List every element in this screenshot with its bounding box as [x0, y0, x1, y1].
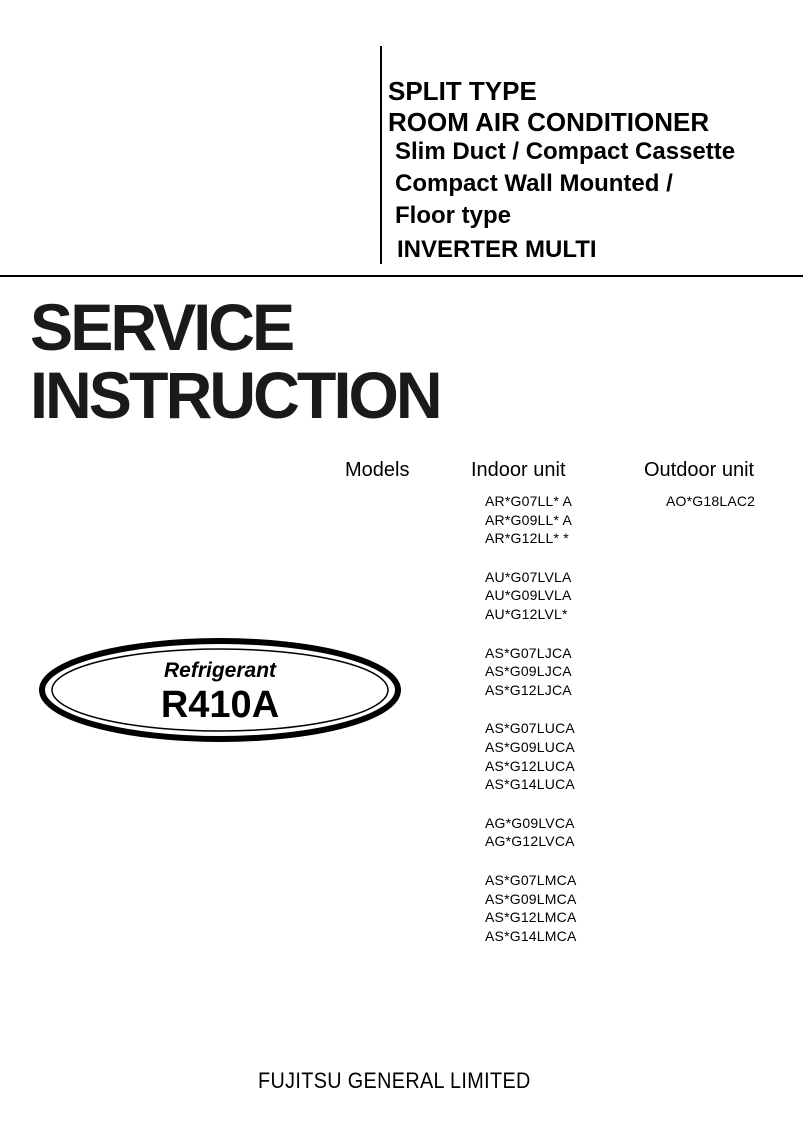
indoor-model-group — [485, 871, 665, 945]
indoor-unit-label: Indoor unit — [471, 459, 566, 481]
outdoor-model: AO*G18LAC2 — [666, 493, 756, 509]
title-line-2: INSTRUCTION — [30, 358, 440, 432]
indoor-model: AR*G12LL* * — [485, 530, 569, 547]
indoor-model: AS*G07LUCA — [485, 720, 575, 737]
indoor-model-group — [485, 492, 665, 548]
header-divider-horizontal — [0, 275, 803, 277]
header-divider-vertical — [380, 46, 382, 264]
indoor-model: AS*G12LMCA — [485, 909, 577, 926]
indoor-model: AS*G07LJCA — [485, 644, 572, 661]
outdoor-model-list — [666, 492, 755, 511]
indoor-model: AU*G12LVL* — [485, 605, 568, 622]
indoor-model: AS*G09LMCA — [485, 890, 577, 907]
indoor-model-group — [485, 719, 665, 793]
header-line-5: Floor type — [395, 202, 512, 229]
indoor-model: AS*G09LJCA — [485, 663, 572, 680]
company-name: FUJITSU GENERAL LIMITED — [258, 1068, 531, 1093]
indoor-model: AS*G14LUCA — [485, 776, 575, 793]
indoor-model: AS*G12LJCA — [485, 681, 572, 698]
refrigerant-code: R410A — [160, 684, 280, 726]
indoor-model: AU*G07LVLA — [485, 568, 572, 585]
header-line-3: Slim Duct / Compact Cassette — [395, 138, 736, 165]
header-line-4: Compact Wall Mounted / — [395, 170, 673, 197]
indoor-model-list — [485, 492, 665, 965]
refrigerant-badge — [38, 638, 402, 742]
indoor-model: AS*G07LMCA — [485, 871, 577, 888]
indoor-model: AG*G12LVCA — [485, 833, 575, 850]
header-line-2: ROOM AIR CONDITIONER — [388, 107, 710, 137]
indoor-model: AR*G09LL* A — [485, 511, 573, 528]
indoor-model: AR*G07LL* A — [485, 493, 573, 509]
models-label: Models — [345, 459, 410, 481]
indoor-model: AS*G09LUCA — [485, 738, 575, 755]
indoor-model: AU*G09LVLA — [485, 587, 572, 604]
header-line-6: INVERTER MULTI — [397, 236, 597, 263]
outdoor-unit-label: Outdoor unit — [644, 459, 755, 481]
title-line-1: SERVICE — [30, 290, 293, 364]
indoor-model: AS*G14LMCA — [485, 927, 577, 944]
indoor-model-group — [485, 568, 665, 624]
indoor-model: AG*G09LVCA — [485, 814, 575, 831]
header-line-1: SPLIT TYPE — [388, 76, 537, 106]
indoor-model-group — [485, 814, 665, 851]
refrigerant-label: Refrigerant — [163, 659, 277, 682]
indoor-model-group — [485, 644, 665, 700]
indoor-model: AS*G12LUCA — [485, 757, 575, 774]
